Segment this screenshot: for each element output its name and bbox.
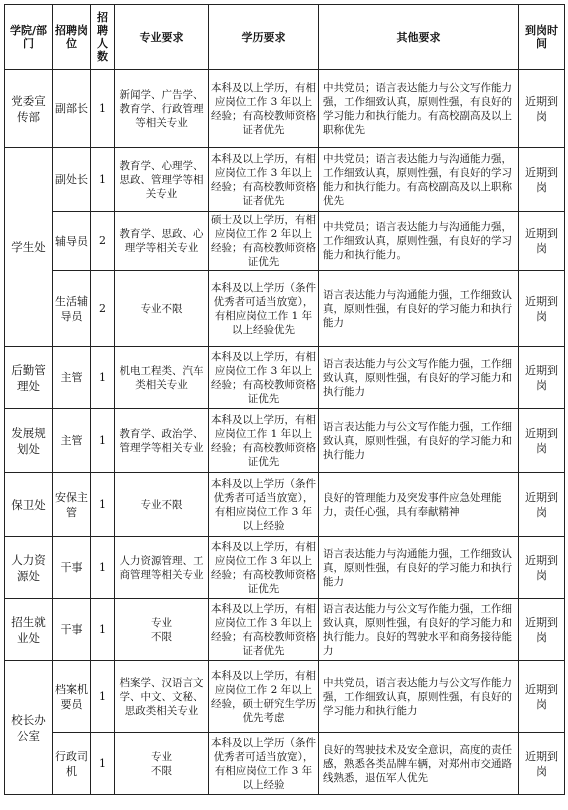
dept-cell: 发展规划处 (5, 409, 53, 473)
major-cell: 新闻学、广告学、教育学、行政管理等相关专业 (115, 70, 209, 148)
table-row (5, 347, 565, 409)
header-major: 专业要求 (115, 5, 209, 70)
education-cell: 本科及以上学历，有相应岗位工作 3 年以上经验；有高校教师资格证者优先 (209, 599, 319, 661)
position-cell: 生活辅导员 (53, 271, 91, 347)
other-cell: 语言表达能力与公文写作能力强，工作细致认真，原则性强，有良好的学习能力和执行能力。良好的驾驶水平和商务接待能力 (319, 599, 519, 661)
dept-cell: 学生处 (5, 148, 53, 347)
time-cell: 近期到岗 (519, 599, 565, 661)
other-cell: 中共党员，语言表达能力与公文写作能力强，工作细致认真，原则性强，有良好的学习能力和执行能力 (319, 661, 519, 733)
education-cell: 本科及以上学历（条件优秀者可适当放宽），有相应岗位工作 1 年以上经验优先 (209, 271, 319, 347)
education-cell: 本科及以上学历，有相应岗位工作 2 年以上经验，硕士研究生学历优先考虑 (209, 661, 319, 733)
other-cell: 中共党员；语言表达能力与公文写作能力强，工作细致认真，原则性强，有良好的学习能力和执行能力。有高校副高及以上职称优先 (319, 70, 519, 148)
education-cell: 本科及以上学历，有相应岗位工作 3 年以上经验；有高校教师资格证优先 (209, 537, 319, 599)
table-row (5, 661, 565, 733)
time-cell: 近期到岗 (519, 409, 565, 473)
header-other: 其他要求 (319, 5, 519, 70)
table-row (5, 70, 565, 148)
time-cell: 近期到岗 (519, 148, 565, 212)
header-row (5, 5, 565, 70)
table-row (5, 733, 565, 795)
table-row (5, 409, 565, 473)
position-cell: 主管 (53, 409, 91, 473)
count-cell: 1 (91, 537, 115, 599)
other-cell: 语言表达能力与公文写作能力强，工作细致认真，原则性强，有良好的学习能力和执行能力 (319, 409, 519, 473)
education-cell: 本科及以上学历（条件优秀者可适当放宽），有相应岗位工作 3 年以上经验 (209, 473, 319, 537)
other-cell: 语言表达能力与沟通能力强，工作细致认真，原则性强，有良好的学习能力和执行能力 (319, 271, 519, 347)
other-cell: 良好的驾驶技术及安全意识，高度的责任感，熟悉各类品牌车辆，对郑州市交通路线熟悉，退伍军人优先 (319, 733, 519, 795)
table-row (5, 537, 565, 599)
time-cell: 近期到岗 (519, 70, 565, 148)
major-cell: 教育学、政治学、管理学等相关专业 (115, 409, 209, 473)
header-time: 到岗时间 (519, 5, 565, 70)
position-cell: 干事 (53, 537, 91, 599)
dept-cell: 保卫处 (5, 473, 53, 537)
dept-cell: 人力资源处 (5, 537, 53, 599)
major-cell: 专业不限 (115, 271, 209, 347)
position-cell: 档案机要员 (53, 661, 91, 733)
table-row (5, 212, 565, 271)
position-cell: 副处长 (53, 148, 91, 212)
time-cell: 近期到岗 (519, 537, 565, 599)
count-cell: 1 (91, 148, 115, 212)
education-cell: 本科及以上学历（条件优秀者可适当放宽），有相应岗位工作 3 年以上经验 (209, 733, 319, 795)
other-cell: 良好的管理能力及突发事件应急处理能力，责任心强，具有奉献精神 (319, 473, 519, 537)
time-cell: 近期到岗 (519, 473, 565, 537)
table-row (5, 473, 565, 537)
time-cell: 近期到岗 (519, 212, 565, 271)
header-count: 招聘人数 (91, 5, 115, 70)
major-cell: 专业 不限 (115, 599, 209, 661)
dept-cell: 招生就业处 (5, 599, 53, 661)
time-cell: 近期到岗 (519, 347, 565, 409)
position-cell: 安保主管 (53, 473, 91, 537)
dept-cell: 校长办公室 (5, 661, 53, 795)
count-cell: 1 (91, 347, 115, 409)
position-cell: 辅导员 (53, 212, 91, 271)
header-education: 学历要求 (209, 5, 319, 70)
header-dept: 学院/部门 (5, 5, 53, 70)
table-row (5, 271, 565, 347)
time-cell: 近期到岗 (519, 661, 565, 733)
other-cell: 中共党员；语言表达能力与沟通能力强，工作细致认真，原则性强，有良好的学习能力和执行能力。有高校副高及以上职称优先 (319, 148, 519, 212)
position-cell: 副部长 (53, 70, 91, 148)
count-cell: 1 (91, 661, 115, 733)
other-cell: 语言表达能力与公文写作能力强，工作细致认真，原则性强，有良好的学习能力和执行能力 (319, 347, 519, 409)
position-cell: 行政司机 (53, 733, 91, 795)
education-cell: 本科及以上学历，有相应岗位工作 3 年以上经验；有高校教师资格证者优先 (209, 148, 319, 212)
major-cell: 人力资源管理、工商管理等相关专业 (115, 537, 209, 599)
count-cell: 1 (91, 473, 115, 537)
time-cell: 近期到岗 (519, 733, 565, 795)
table-row (5, 148, 565, 212)
other-cell: 语言表达能力与沟通能力强，工作细致认真，原则性强，有良好的学习能力和执行能力 (319, 537, 519, 599)
dept-cell: 党委宣传部 (5, 70, 53, 148)
major-cell: 教育学、思政、心理学等相关专业 (115, 212, 209, 271)
header-position: 招聘岗位 (53, 5, 91, 70)
table-row (5, 599, 565, 661)
major-cell: 档案学、汉语言文学、中文、文秘、思政类相关专业 (115, 661, 209, 733)
major-cell: 教育学、心理学、思政、管理学等相关专业 (115, 148, 209, 212)
count-cell: 2 (91, 271, 115, 347)
position-cell: 主管 (53, 347, 91, 409)
count-cell: 1 (91, 599, 115, 661)
position-cell: 干事 (53, 599, 91, 661)
count-cell: 2 (91, 212, 115, 271)
recruitment-table (4, 4, 565, 795)
dept-cell: 后勤管理处 (5, 347, 53, 409)
education-cell: 本科及以上学历，有相应岗位工作 3 年以上经验；有高校教师资格证优先 (209, 347, 319, 409)
count-cell: 1 (91, 70, 115, 148)
major-cell: 机电工程类、汽车类相关专业 (115, 347, 209, 409)
education-cell: 硕士及以上学历，有相应岗位工作 2 年以上经验；有高校教师资格证优先 (209, 212, 319, 271)
count-cell: 1 (91, 409, 115, 473)
count-cell: 1 (91, 733, 115, 795)
education-cell: 本科及以上学历，有相应岗位工作 3 年以上经验；有高校教师资格证者优先 (209, 70, 319, 148)
time-cell: 近期到岗 (519, 271, 565, 347)
education-cell: 本科及以上学历，有相应岗位工作 1 年以上经验；有高校教师资格证优先 (209, 409, 319, 473)
other-cell: 中共党员；语言表达能力与沟通能力强，工作细致认真，原则性强，有良好的学习能力和执行能力。 (319, 212, 519, 271)
major-cell: 专业 不限 (115, 733, 209, 795)
major-cell: 专业不限 (115, 473, 209, 537)
